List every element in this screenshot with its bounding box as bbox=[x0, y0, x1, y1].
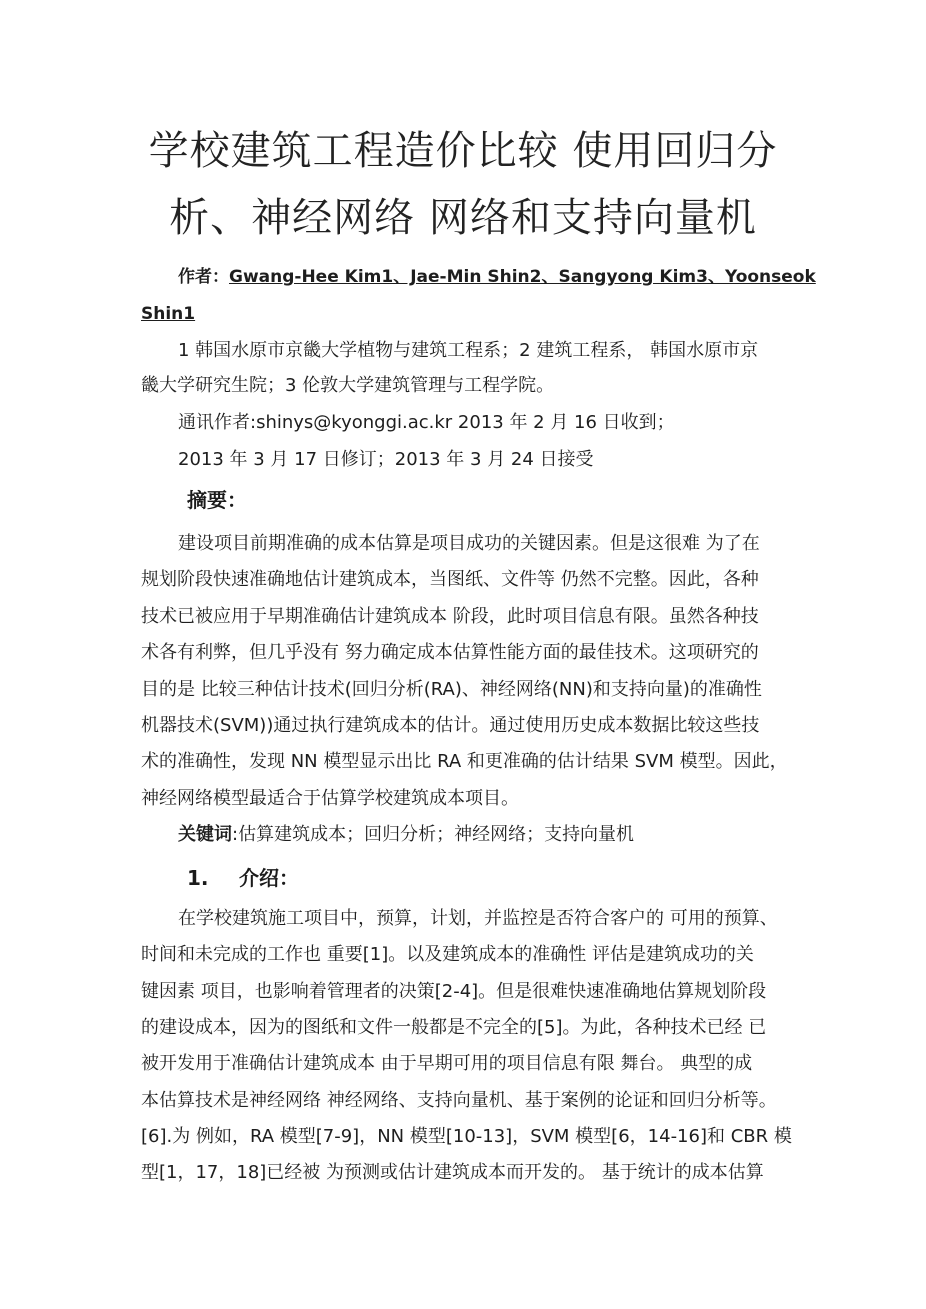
keywords-label: 关键词 bbox=[178, 824, 232, 845]
authors-names-continued: Shin1 bbox=[141, 304, 196, 324]
title-line-1: 学校建筑工程造价比较 使用回归分 bbox=[148, 128, 778, 174]
correspondence-line-2: 2013 年 3 月 17 日修订；2013 年 3 月 24 日接受 bbox=[178, 449, 594, 470]
keywords-line bbox=[178, 823, 786, 847]
title-line-2: 析、神经网络 网络和支持向量机 bbox=[169, 195, 757, 241]
authors-label: 作者： bbox=[178, 267, 229, 287]
intro-line: [6].为 例如，RA 模型[7-9]，NN 模型[10-13]，SVM 模型[6，14-16]和 CBR 模 bbox=[141, 1126, 792, 1147]
keywords-text: :估算建筑成本；回归分析；神经网络；支持向量机 bbox=[232, 824, 635, 845]
intro-line: 键因素 项目，也影响着管理者的决策[2-4]。但是很难快速准确地估算规划阶段 bbox=[141, 981, 767, 1002]
authors-names: Gwang-Hee Kim1、Jae-Min Shin2、Sangyong Kim3、Yoonseok bbox=[229, 267, 816, 287]
section-1-number: 1. bbox=[187, 866, 209, 890]
abstract-line: 术各有利弊，但几乎没有 努力确定成本估算性能方面的最佳技术。这项研究的 bbox=[141, 642, 759, 663]
abstract-line: 技术已被应用于早期准确估计建筑成本 阶段，此时项目信息有限。虽然各种技 bbox=[141, 606, 759, 627]
correspondence-line-1: 通讯作者:shinys@kyonggi.ac.kr 2013 年 2 月 16 日收到； bbox=[178, 412, 675, 433]
abstract-line: 术的准确性，发现 NN 模型显示出比 RA 和更准确的估计结果 SVM 模型。因此， bbox=[141, 751, 788, 772]
section-1-heading bbox=[187, 866, 299, 890]
abstract-heading: 摘要： bbox=[187, 488, 247, 512]
abstract-line: 目的是 比较三种估计技术(回归分析(RA)、神经网络(NN)和支持向量)的准确性 bbox=[141, 679, 762, 700]
section-1-title: 介绍： bbox=[239, 866, 299, 890]
intro-line: 型[1，17，18]已经被 为预测或估计建筑成本而开发的。 基于统计的成本估算 bbox=[141, 1162, 764, 1183]
abstract-line: 建设项目前期准确的成本估算是项目成功的关键因素。但是这很难 为了在 bbox=[178, 533, 760, 554]
affiliations-line-1: 1 韩国水原市京畿大学植物与建筑工程系；2 建筑工程系， 韩国水原市京 bbox=[178, 340, 759, 361]
intro-line: 的建设成本，因为的图纸和文件一般都是不完全的[5]。为此，各种技术已经 已 bbox=[141, 1017, 767, 1038]
abstract-line: 规划阶段快速准确地估计建筑成本，当图纸、文件等 仍然不完整。因此，各种 bbox=[141, 569, 759, 590]
intro-line: 本估算技术是神经网络 神经网络、支持向量机、基于案例的论证和回归分析等。 bbox=[141, 1090, 777, 1111]
intro-line: 时间和未完成的工作也 重要[1]。以及建筑成本的准确性 评估是建筑成功的关 bbox=[141, 944, 754, 965]
abstract-line: 神经网络模型最适合于估算学校建筑成本项目。 bbox=[141, 788, 519, 809]
intro-line: 被开发用于准确估计建筑成本 由于早期可用的项目信息有限 舞台。 典型的成 bbox=[141, 1053, 753, 1074]
intro-line: 在学校建筑施工项目中，预算，计划，并监控是否符合客户的 可用的预算、 bbox=[178, 908, 778, 929]
authors-line bbox=[178, 265, 816, 289]
abstract-line: 机器技术(SVM))通过执行建筑成本的估计。通过使用历史成本数据比较这些技 bbox=[141, 715, 760, 736]
affiliations-line-2: 畿大学研究生院；3 伦敦大学建筑管理与工程学院。 bbox=[141, 375, 555, 396]
